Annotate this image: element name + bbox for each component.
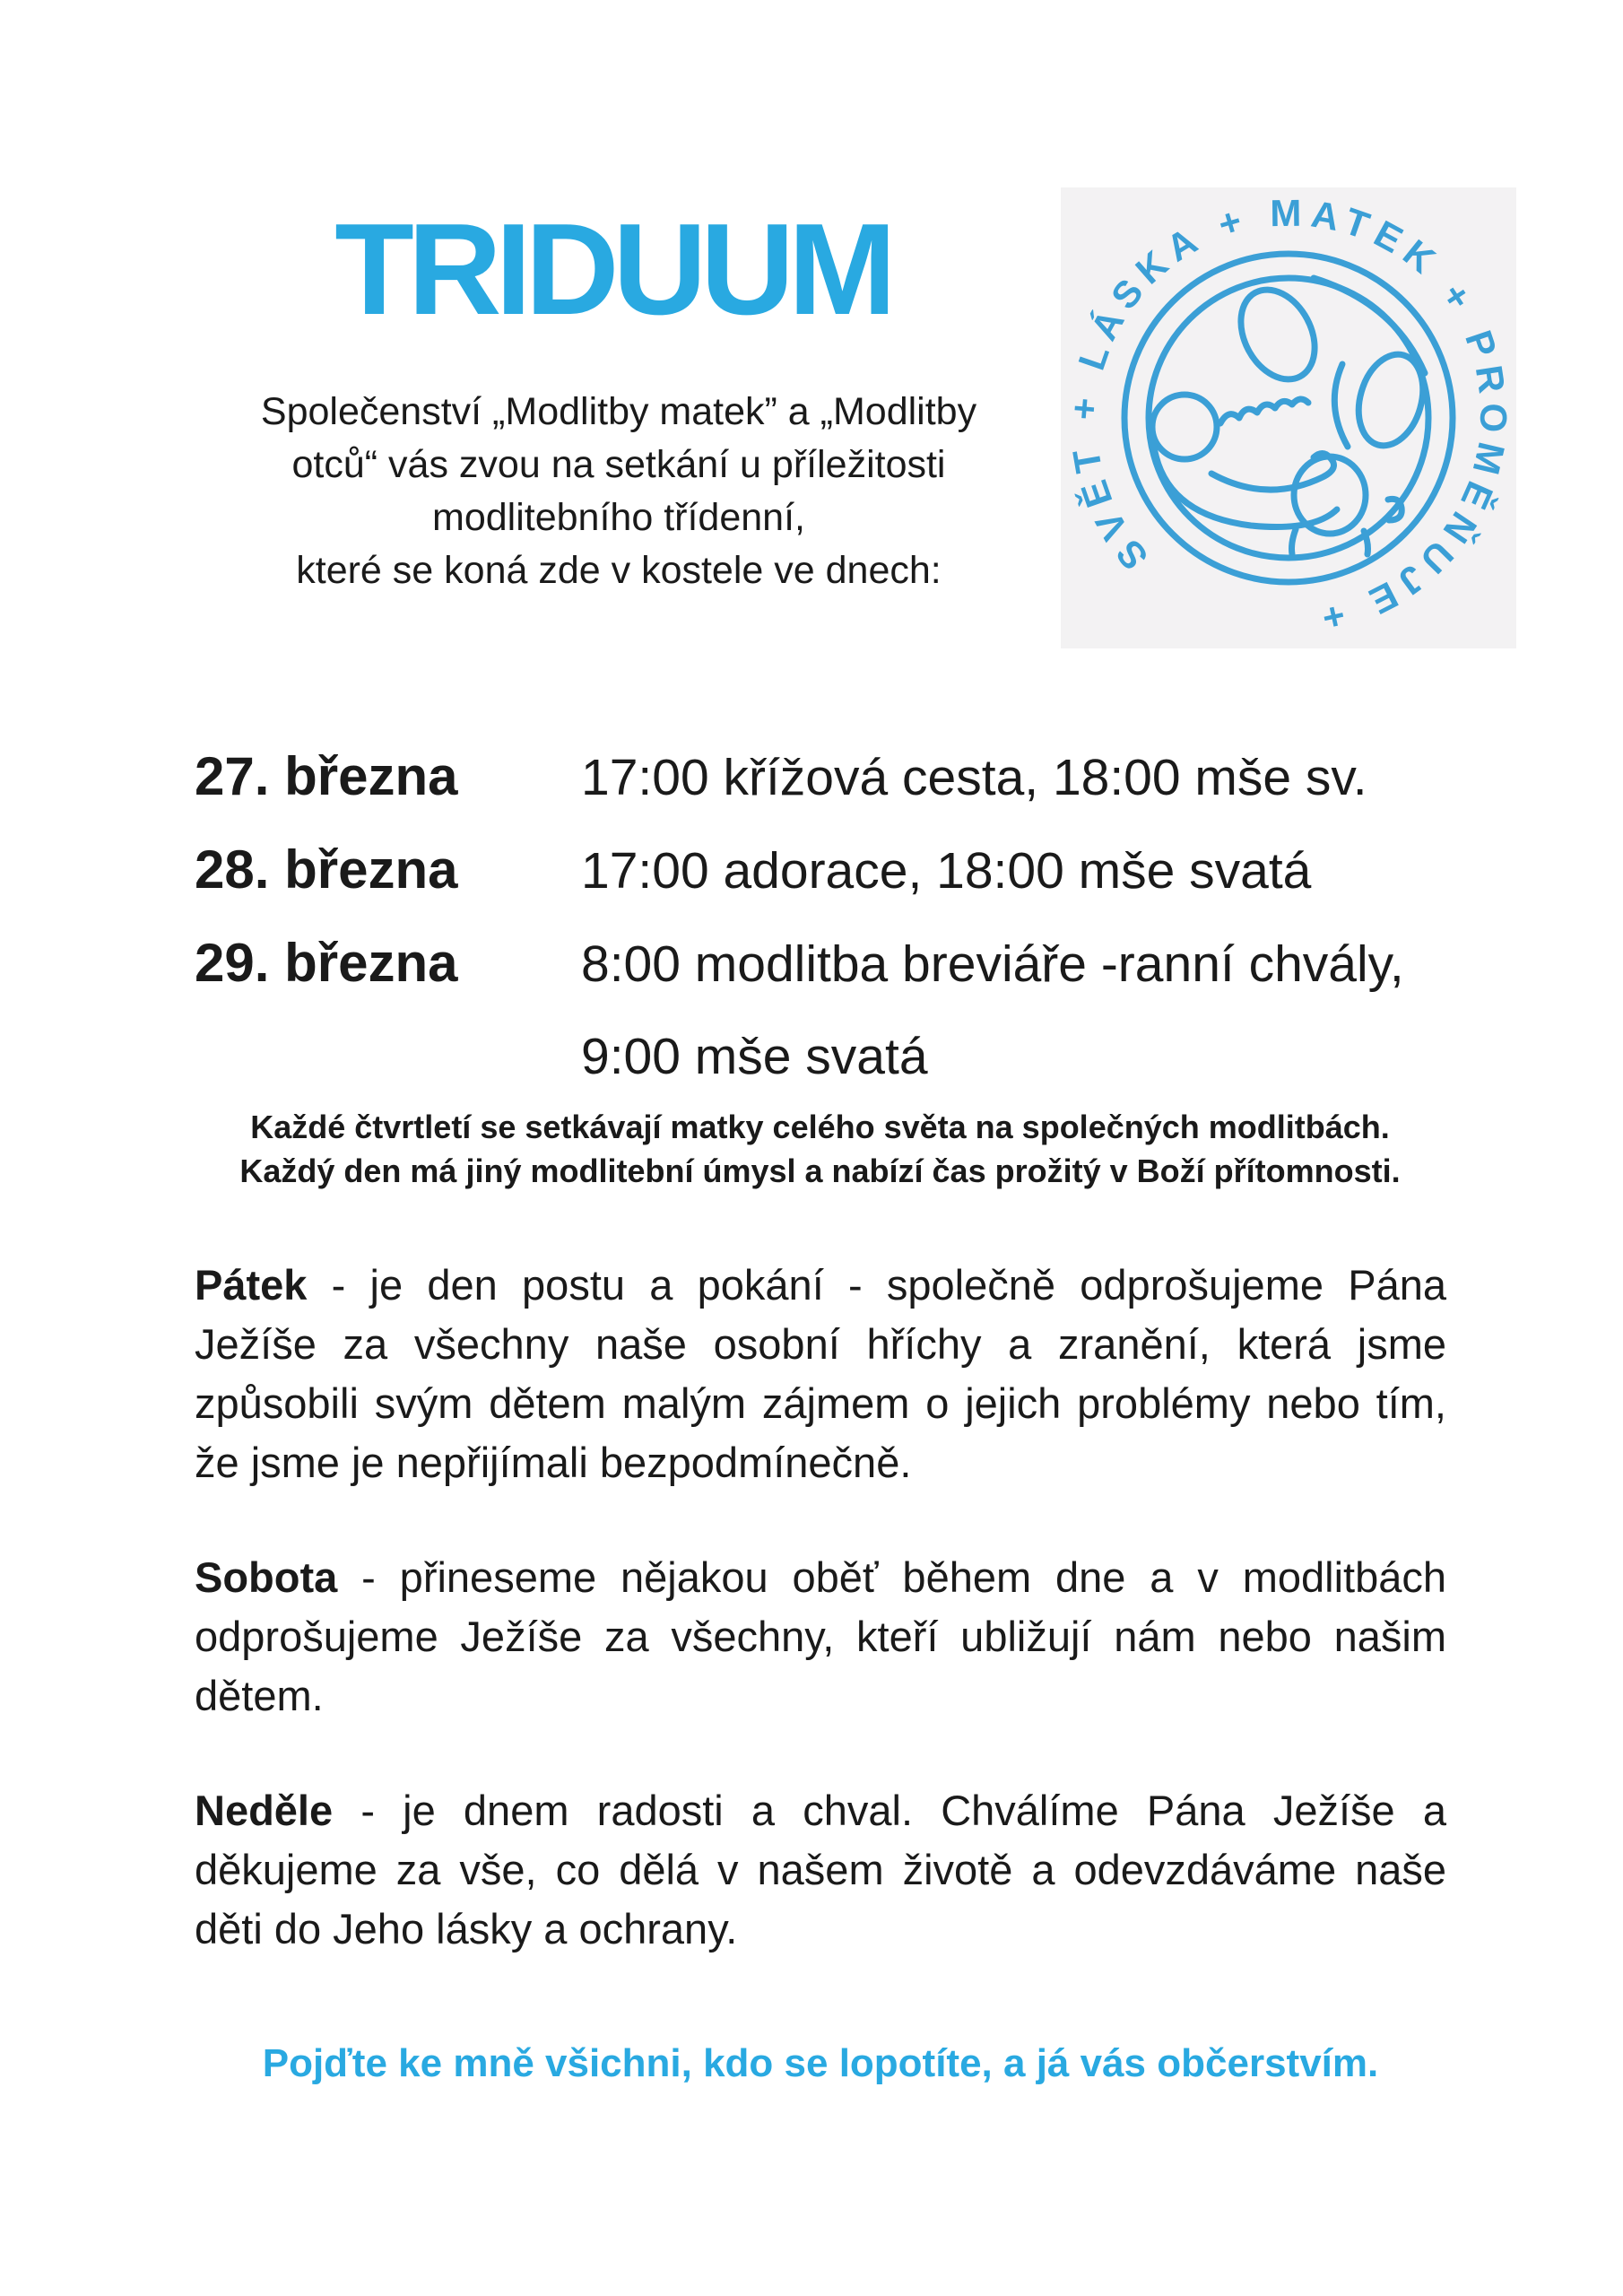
quarterly-note (195, 1105, 1445, 1193)
intro-line: otců“ vás zvou na setkání u příležitosti (291, 443, 946, 486)
paragraph-sunday (195, 1781, 1446, 1959)
hand-fingers (1220, 399, 1308, 423)
schedule (195, 737, 1495, 1109)
schedule-events: 17:00 křížová cesta, 18:00 mše sv. (581, 749, 1367, 806)
day-descriptions (195, 1256, 1446, 2093)
schedule-date: 28. března (195, 839, 458, 900)
day-label-friday: Pátek (195, 1261, 308, 1309)
schedule-row (195, 737, 1495, 831)
logo-emblem-lines (1124, 254, 1453, 582)
note-line: Každý den má jiný modlitební úmysl a nabízí čas prožitý v Boží přítomnosti. (239, 1152, 1401, 1189)
mother-head (1226, 277, 1329, 392)
intro-line: které se koná zde v kostele ve dnech: (296, 549, 942, 592)
closing-quote: Pojďte ke mně všichni, kdo se lopotíte, a já vás občerstvím. (262, 2041, 1379, 2085)
intro-line: Společenství „Modlitby matek” a „Modlitby (260, 390, 977, 433)
paragraph-saturday (195, 1548, 1446, 1726)
schedule-events: 8:00 modlitba breviáře -ranní chvály, (581, 935, 1404, 993)
intro-line: modlitebního třídenní, (432, 496, 805, 539)
paragraph-friday-text: - je den postu a pokání - společně odprošujeme Pána Ježíše za všechny naše osobní hříchy a zranění, která jsme způsobili svým dětem malým zájmem o jejich problémy nebo tím, že jsme je nepřijímali bezpodmínečně. (195, 1261, 1446, 1486)
schedule-events: 17:00 adorace, 18:00 mše svatá (581, 842, 1312, 900)
child-body-line-left (1292, 529, 1297, 554)
logo-circle-text: SVĚT + LÁSKA + MATEK + PROMĚŇUJE + (1062, 191, 1515, 642)
schedule-row (195, 924, 1495, 1017)
paragraph-sunday-text: - je dnem radosti a chval. Chválíme Pána Ježíše a děkujeme za vše, co dělá v našem životě a odevzdáváme naše děti do Jeho lásky a ochrany. (195, 1787, 1446, 1952)
schedule-row (195, 1017, 1495, 1109)
schedule-date: 27. března (195, 746, 458, 806)
schedule-events: 9:00 mše svatá (581, 1028, 928, 1085)
note-line: Každé čtvrtletí se setkávají matky celého světa na společných modlitbách. (250, 1109, 1390, 1145)
schedule-row (195, 831, 1495, 924)
day-label-saturday: Sobota (195, 1553, 338, 1601)
intro-text (170, 386, 1067, 597)
face-edge (1334, 364, 1348, 447)
schedule-date: 29. března (195, 933, 458, 993)
page-title: TRIDUUM (334, 196, 890, 342)
logo-ring-outer (1124, 254, 1453, 582)
mothers-prayers-logo-drawing (1061, 187, 1516, 648)
paragraph-saturday-text: - přineseme nějakou oběť během dne a v modlitbách odprošujeme Ježíše za všechny, kteří ubližují nám nebo našim dětem. (195, 1553, 1446, 1719)
child-head (1152, 395, 1217, 459)
paragraph-friday (195, 1256, 1446, 1492)
mothers-prayers-logo (1061, 187, 1516, 648)
child-body-line-right (1364, 531, 1368, 554)
day-label-sunday: Neděle (195, 1787, 334, 1834)
